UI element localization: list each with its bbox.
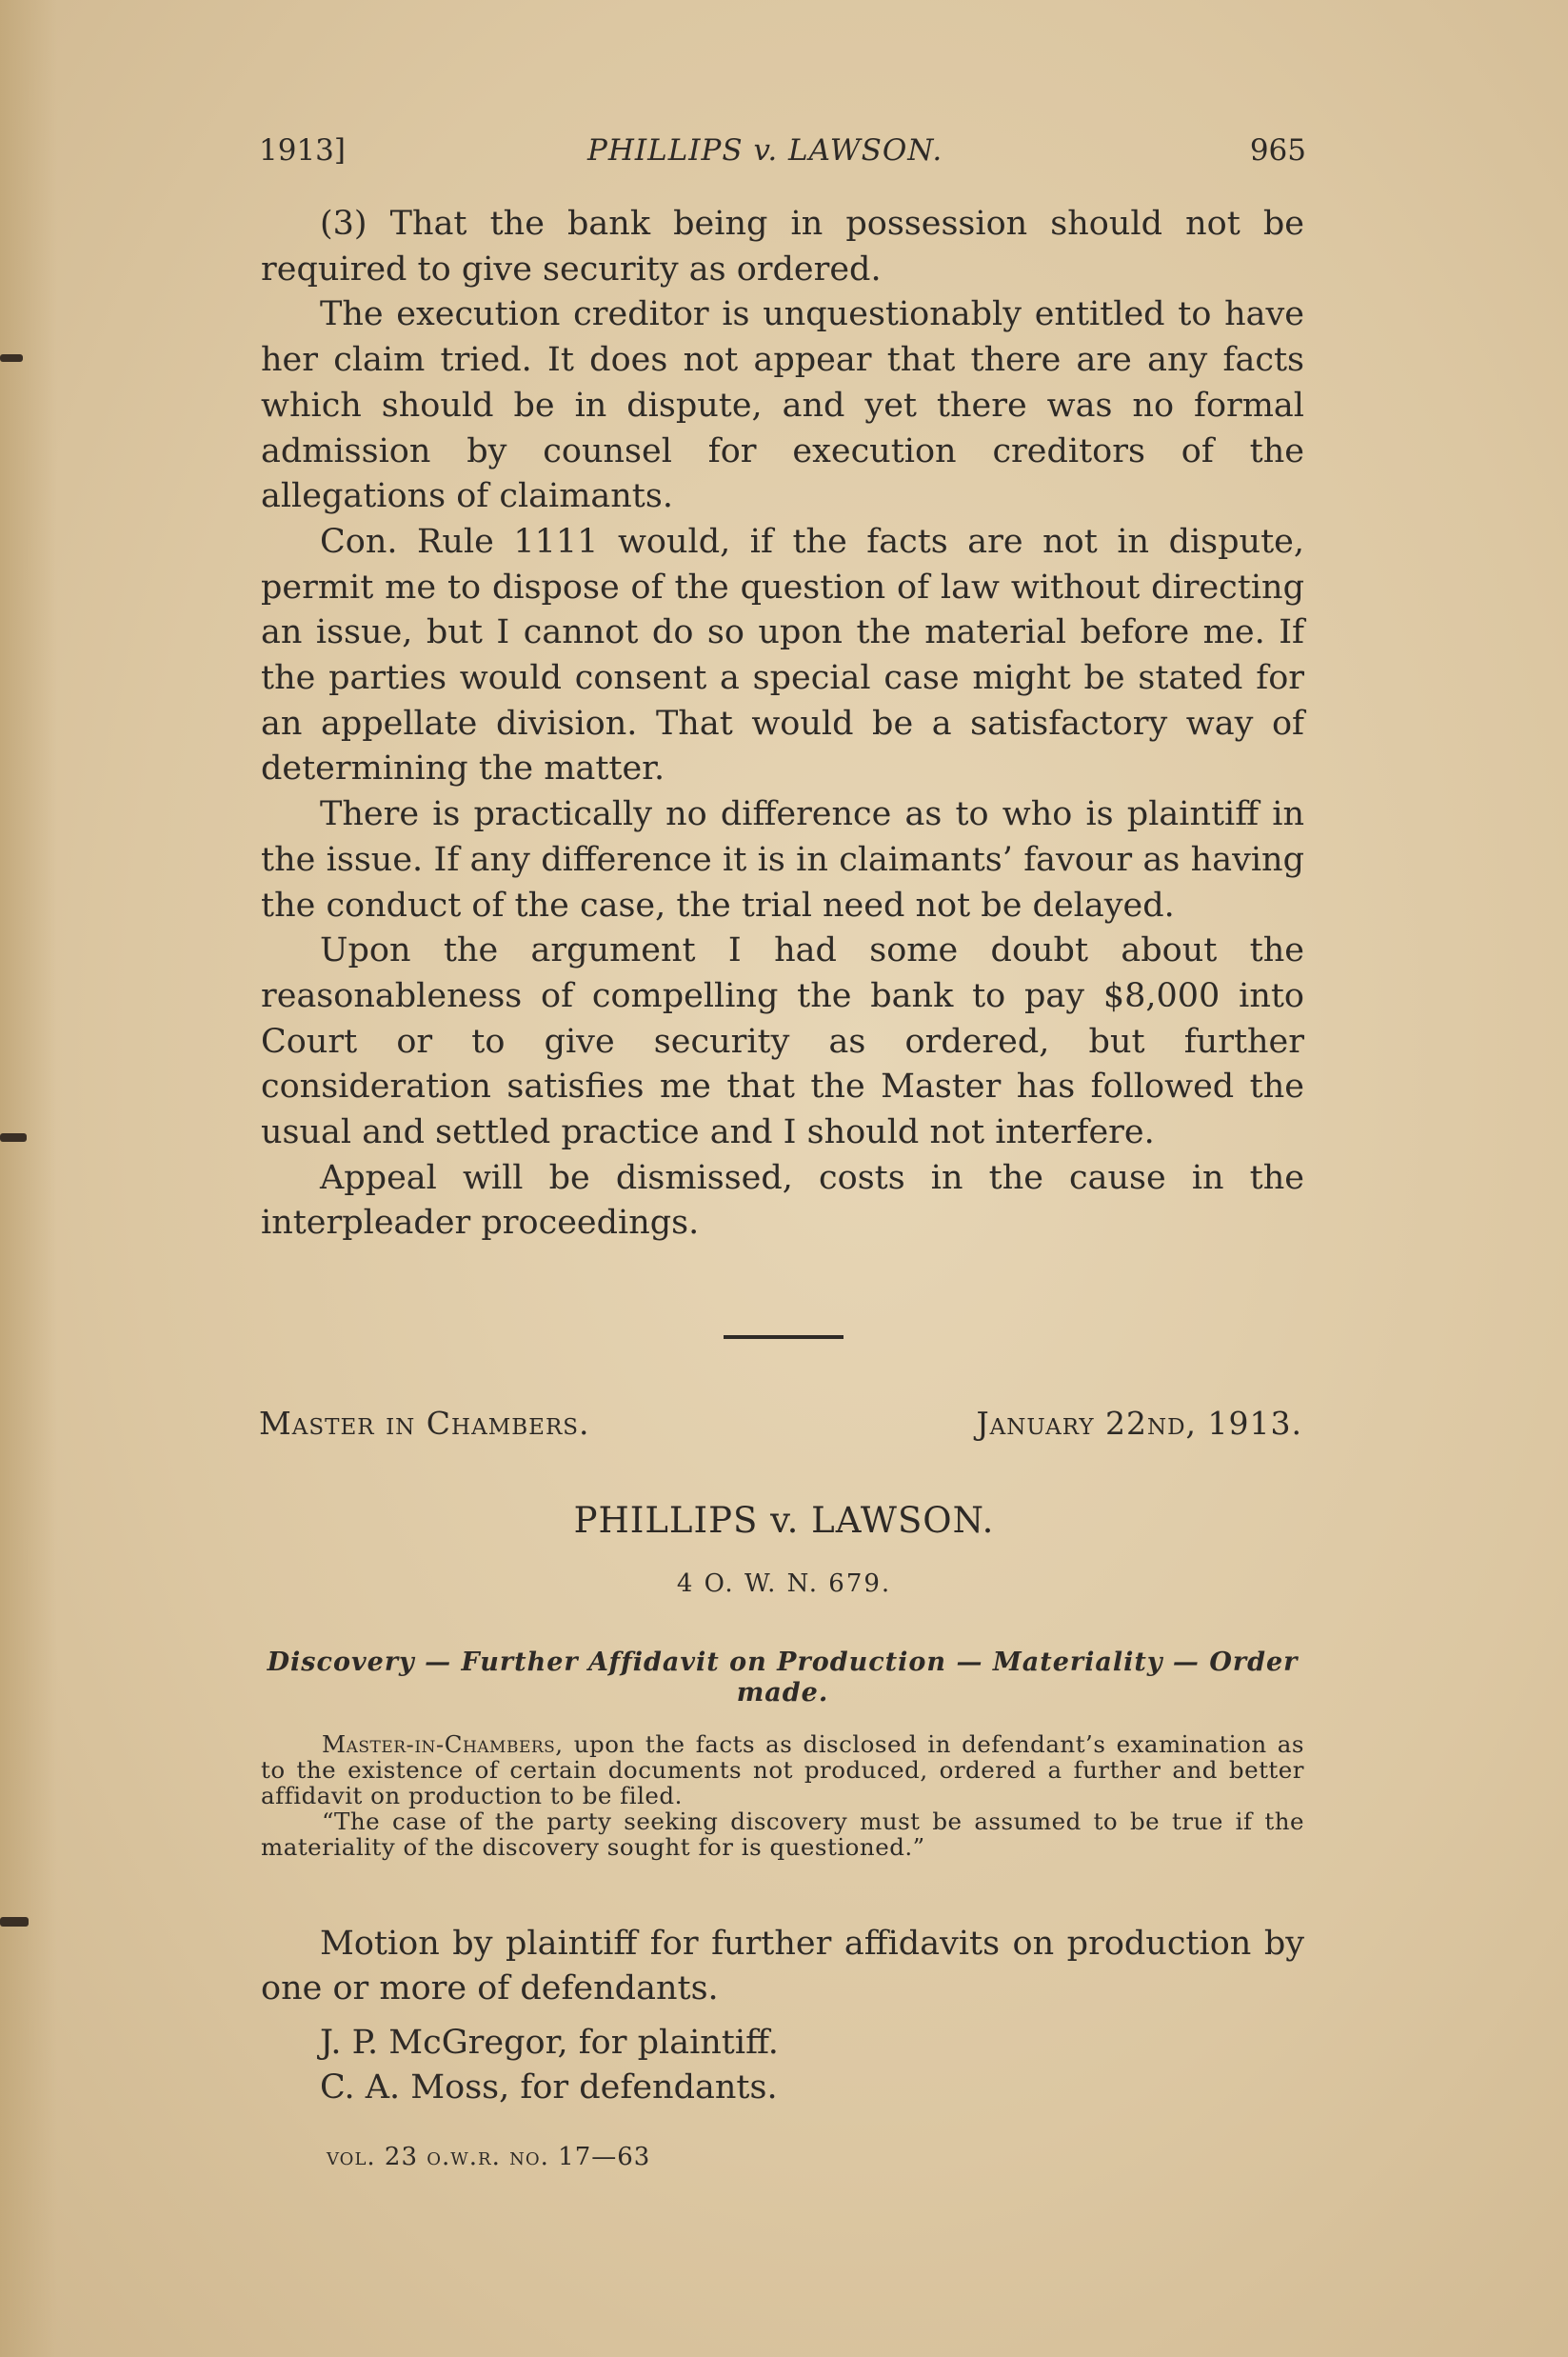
- header-year: 1913]: [259, 133, 346, 168]
- section-divider: [724, 1335, 844, 1339]
- margin-ink-mark: [0, 1133, 27, 1142]
- motion-section: [261, 1922, 1304, 2110]
- paragraph: (3) That the bank being in possession should not be required to give security as ordered.: [261, 205, 1304, 289]
- judgment-body: [261, 202, 1304, 1247]
- court-name: Master in Chambers.: [259, 1405, 590, 1442]
- counsel-defendants: C. A. Moss, for defendants.: [320, 2068, 778, 2107]
- margin-ink-mark: [0, 1917, 29, 1927]
- paragraph: The execution creditor is unquestionably entitled to have her claim tried. It does not appear that there are any facts which should be in dispute, and yet there was no formal admission by counsel for execution creditors of the allegations of claimants.: [261, 295, 1304, 516]
- paragraph: Upon the argument I had some doubt about the reasonableness of compelling the bank to pay $8,000 into Court or to give security as ordered, but further consideration satisfies me that the Master has followed the usual and settled practice and I should not interfere.: [261, 931, 1304, 1152]
- summary-text: upon the facts as disclosed in defendant’s examination as to the existence of certain documents not produced, ordered a further and better affidavit on production to be filed.: [261, 1730, 1304, 1809]
- margin-ink-mark: [0, 354, 23, 362]
- paragraph: Appeal will be dismissed, costs in the cause in the interpleader proceedings.: [261, 1158, 1304, 1243]
- case-citation: 4 O. W. N. 679.: [676, 1569, 892, 1598]
- case-summary: [261, 1731, 1304, 1860]
- counsel-plaintiff: J. P. McGregor, for plaintiff.: [320, 2024, 779, 2062]
- summary-paragraph: [261, 1731, 1304, 1808]
- summary-lead: Master-in-Chambers,: [322, 1730, 564, 1758]
- running-header: [259, 133, 1306, 181]
- case-dateline: [259, 1405, 1302, 1452]
- case-title: PHILLIPS v. LAWSON.: [573, 1500, 995, 1541]
- paragraph: There is practically no difference as to who is plaintiff in the issue. If any difference it is in claimants’ favour as having the conduct of the case, the trial need not be delayed.: [261, 795, 1304, 925]
- summary-quote: “The case of the party seeking discovery must be assumed to be true if the materiality of the discovery sought for is questioned.”: [261, 1808, 1304, 1861]
- case-date: January 22nd, 1913.: [976, 1405, 1302, 1442]
- paragraph: Con. Rule 1111 would, if the facts are not in dispute, permit me to dispose of the question of law without directing an issue, but I cannot do so upon the material before me. If the parties would consent a special case might be stated for an appellate division. That would be a satisfactory way of determining the matter.: [261, 522, 1304, 789]
- page-number: 965: [1249, 133, 1306, 168]
- header-running-title: PHILLIPS v. LAWSON.: [587, 133, 943, 168]
- headnote: Discovery — Further Affidavit on Production — Materiality — Order made.: [267, 1648, 1299, 1708]
- motion-text: Motion by plaintiff for further affidavits on production by one or more of defendants.: [261, 1925, 1304, 2007]
- signature-line: vol. 23 o.w.r. no. 17—63: [327, 2143, 651, 2171]
